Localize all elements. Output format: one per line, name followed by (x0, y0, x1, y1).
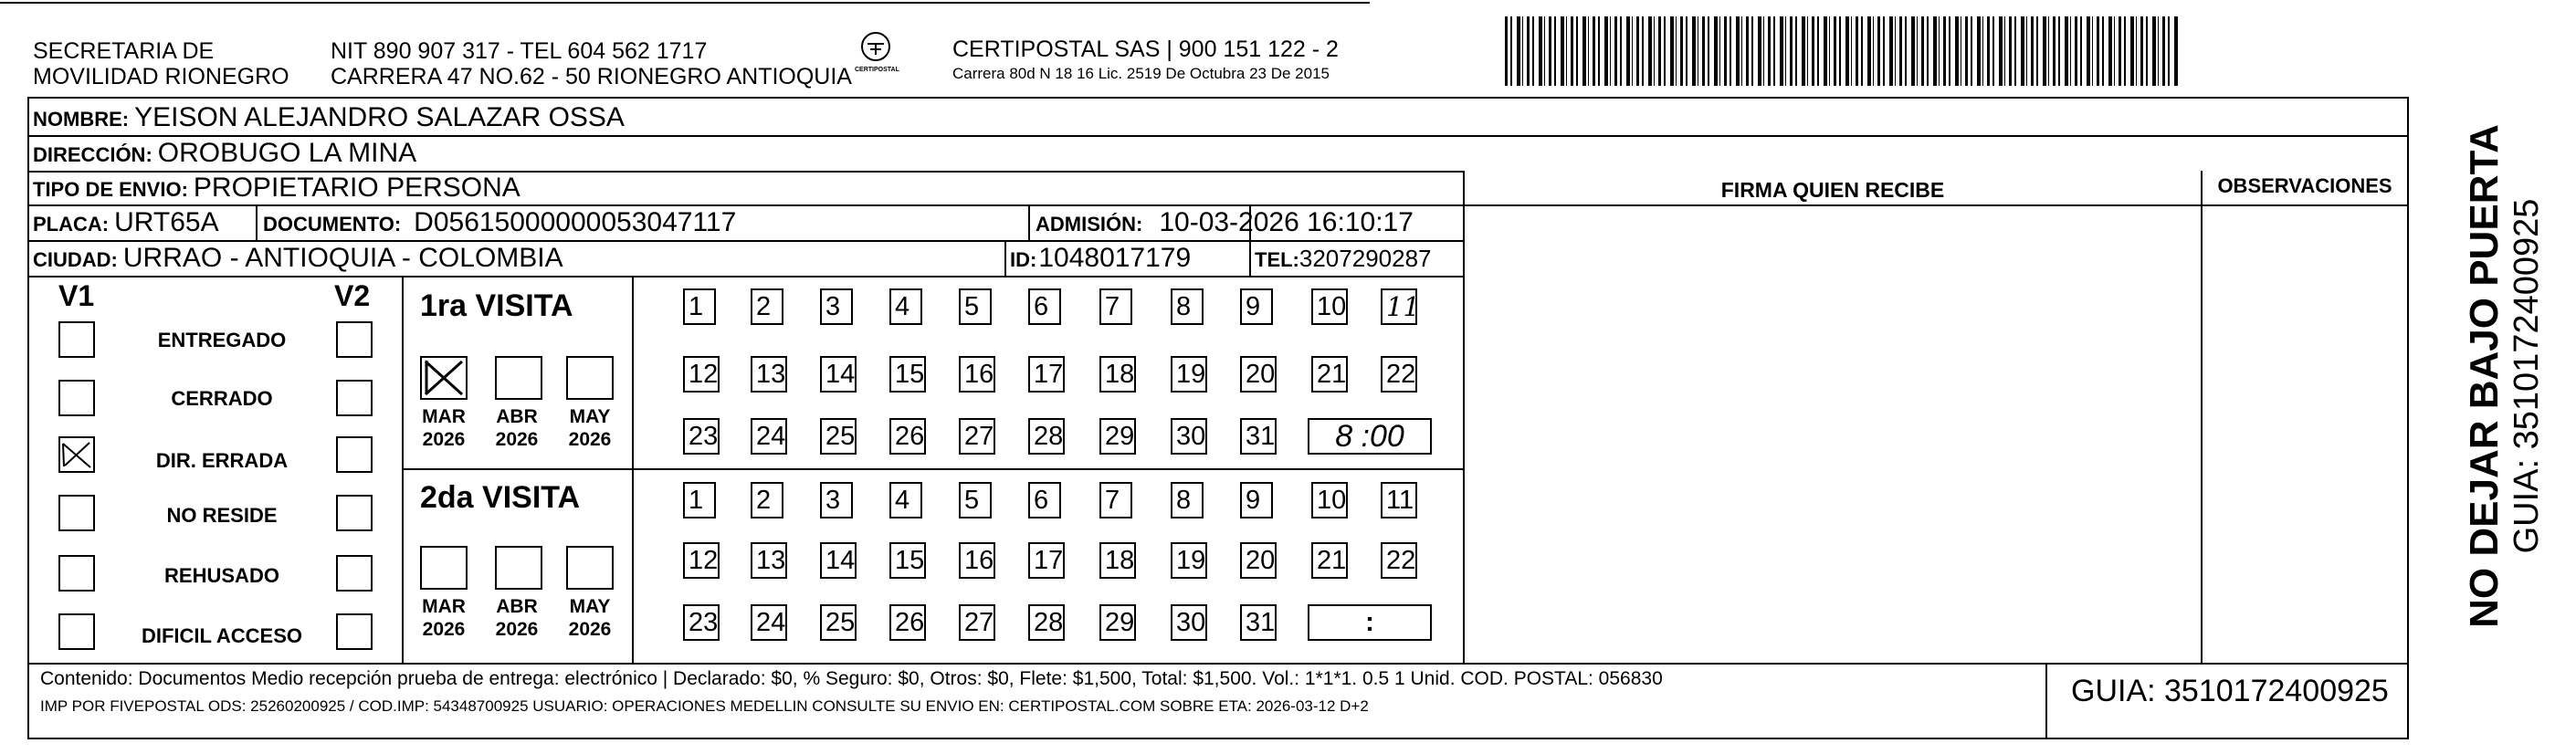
day-box[interactable]: 20 (1240, 542, 1277, 579)
ciudad-label: CIUDAD: (33, 248, 118, 271)
visit2-month-abr (486, 595, 548, 641)
placa-row (33, 207, 219, 238)
nit-block (331, 38, 852, 89)
v1-checkbox-dir-errada[interactable] (58, 436, 95, 473)
checkmark-x-icon (60, 438, 93, 471)
day-box[interactable]: 27 (959, 604, 995, 641)
day-box[interactable]: 20 (1240, 356, 1277, 393)
day-box[interactable]: 13 (751, 356, 787, 393)
day-box[interactable]: 24 (751, 418, 787, 455)
company-line1: CERTIPOSTAL SAS | 900 151 122 - 2 (952, 37, 1339, 62)
day-box[interactable]: 8 (1171, 482, 1204, 518)
v1-checkbox-no-reside[interactable] (58, 495, 95, 531)
day-box[interactable]: 6 (1028, 288, 1061, 325)
side-text (2462, 124, 2546, 628)
v2-checkbox-cerrado[interactable] (336, 380, 373, 416)
tipo-label: TIPO DE ENVIO: (33, 178, 188, 201)
visit1-title: 1ra VISITA (420, 288, 573, 323)
visit1-month-abr (486, 405, 548, 451)
day-box[interactable]: 30 (1171, 418, 1207, 455)
nit-line: NIT 890 907 317 - TEL 604 562 1717 (331, 38, 708, 64)
v2-checkbox-dificil-acceso[interactable] (336, 613, 373, 650)
day-box[interactable]: 4 (889, 288, 922, 325)
month-label: ABR (496, 596, 538, 617)
day-box[interactable]: 18 (1099, 542, 1136, 579)
firma-header: FIRMA QUIEN RECIBE (1720, 178, 1945, 202)
status-col-line (402, 276, 404, 665)
row-line (27, 204, 2409, 206)
col-line-obs (2201, 171, 2203, 665)
footer-imp: IMP POR FIVEPOSTAL ODS: 25260200925 / COD.IMP: 54348700925 USUARIO: OPERACIONES MEDELLIN CONSULTE SU ENVIO EN: CERTIPOSTAL.COM SOBRE ETA: 2026-03-12 D+2 (40, 697, 1369, 715)
v1-checkbox-dificil-acceso[interactable] (58, 613, 95, 650)
visit2-title: 2da VISITA (420, 480, 581, 515)
option-dificil-acceso: DIFICIL ACCESO (141, 624, 302, 647)
day-box[interactable]: 9 (1240, 288, 1273, 325)
v2-checkbox-no-reside[interactable] (336, 495, 373, 531)
day-box[interactable]: 5 (959, 482, 992, 518)
admision-label: ADMISIÓN: (1036, 213, 1143, 236)
day-box[interactable]: 18 (1099, 356, 1136, 393)
tipo-row (33, 173, 520, 204)
documento-label: DOCUMENTO: (263, 213, 402, 236)
visit2-time-box[interactable]: : (1308, 604, 1432, 641)
month-col-line (632, 276, 634, 665)
day-box[interactable]: 15 (889, 356, 926, 393)
year-label: 2026 (568, 619, 612, 640)
company-block (952, 37, 1339, 83)
day-box[interactable]: 3 (820, 482, 853, 518)
sender-block (33, 38, 289, 89)
tel-row (1255, 245, 1432, 273)
day-box[interactable]: 6 (1028, 482, 1061, 518)
placa-value: URT65A (114, 207, 219, 237)
year-label: 2026 (495, 429, 539, 450)
day-box[interactable]: 7 (1099, 288, 1132, 325)
day-box[interactable]: 24 (751, 604, 787, 641)
visit1-month-may-box[interactable] (566, 356, 614, 400)
visit1-month-mar (413, 405, 475, 451)
day-box[interactable]: 22 (1381, 356, 1417, 393)
day-box[interactable]: 1 (683, 482, 716, 518)
id-label: ID: (1010, 248, 1037, 271)
visit1-month-abr-box[interactable] (495, 356, 542, 400)
logo-text: CERTIPOSTAL (855, 67, 899, 73)
day-box[interactable]: 19 (1171, 542, 1207, 579)
day-box[interactable]: 31 (1240, 604, 1277, 641)
tel-value: 3207290287 (1299, 245, 1432, 272)
day-box[interactable]: 12 (683, 356, 720, 393)
admision-value: 10-03-2026 16:10:17 (1159, 207, 1414, 237)
day-box[interactable]: 2 (751, 482, 783, 518)
frame-right (2407, 97, 2409, 739)
admision-row (1036, 207, 1414, 238)
visit2-month-mar-box[interactable] (420, 546, 468, 590)
day-box[interactable]: 25 (820, 418, 857, 455)
direccion-row (33, 138, 416, 169)
day-box[interactable]: 3 (820, 288, 853, 325)
row-line (27, 135, 2409, 137)
option-entregado: ENTREGADO (157, 329, 287, 351)
year-label: 2026 (568, 429, 612, 450)
v2-checkbox-dir-errada[interactable] (336, 436, 373, 473)
day-box[interactable]: 25 (820, 604, 857, 641)
address-line: CARRERA 47 NO.62 - 50 RIONEGRO ANTIOQUIA (331, 64, 852, 89)
day-box-marked[interactable]: 11 (1381, 288, 1417, 325)
col-line-firma (1463, 171, 1465, 665)
v2-header: V2 (334, 279, 371, 312)
cell-line (256, 204, 258, 241)
day-box[interactable]: 9 (1240, 482, 1273, 518)
frame-top (27, 97, 2409, 99)
direccion-label: DIRECCIÓN: (33, 143, 152, 166)
visit1-month-mar-box[interactable] (420, 356, 468, 400)
day-box[interactable]: 28 (1028, 604, 1065, 641)
v1-checkbox-cerrado[interactable] (58, 380, 95, 416)
day-box[interactable]: 17 (1028, 542, 1065, 579)
documento-row (263, 207, 736, 238)
day-box[interactable]: 10 (1311, 288, 1348, 325)
day-box[interactable]: 19 (1171, 356, 1207, 393)
nombre-row (33, 102, 625, 133)
top-edge (0, 2, 1370, 4)
company-line2: Carrera 80d N 18 16 Lic. 2519 De Octubra 23 De 2015 (952, 65, 1330, 82)
day-box[interactable]: 28 (1028, 418, 1065, 455)
day-box[interactable]: 26 (889, 604, 926, 641)
day-box[interactable]: 8 (1171, 288, 1204, 325)
id-row (1010, 243, 1191, 274)
day-box[interactable]: 11 (1381, 482, 1417, 518)
day-box[interactable]: 26 (889, 418, 926, 455)
frame-divider-bottom (27, 663, 2409, 665)
year-label: 2026 (422, 429, 466, 450)
tipo-value: PROPIETARIO PERSONA (193, 173, 520, 203)
day-box[interactable]: 23 (683, 604, 720, 641)
day-box[interactable]: 5 (959, 288, 992, 325)
day-box[interactable]: 29 (1099, 418, 1136, 455)
day-box[interactable]: 22 (1381, 542, 1417, 579)
day-box[interactable]: 2 (751, 288, 783, 325)
option-cerrado: CERRADO (171, 387, 273, 410)
day-box[interactable]: 14 (820, 542, 857, 579)
cell-line (1028, 204, 1030, 241)
year-label: 2026 (495, 619, 539, 640)
visit-divider (402, 468, 1465, 470)
placa-label: PLACA: (33, 213, 110, 236)
day-box[interactable]: 16 (959, 542, 995, 579)
checkmark-x-icon (422, 358, 466, 398)
visit1-time-box[interactable]: 8 :00 (1308, 418, 1432, 455)
day-box[interactable]: 21 (1311, 542, 1348, 579)
visit2-month-may (559, 595, 621, 641)
nombre-value: YEISON ALEJANDRO SALAZAR OSSA (134, 102, 625, 132)
footer-contenido: Contenido: Documentos Medio recepción prueba de entrega: electrónico | Declarado: $0, % Seguro: $0, Otros: $0, Flete: $1,500, Total: $1,500. Vol.: 1*1*1. 0.5 1 Unid. COD. POSTAL: 056830 (40, 668, 1663, 689)
certipostal-logo (855, 31, 897, 77)
cell-line (1004, 240, 1006, 277)
logo-icon (857, 31, 894, 62)
day-box[interactable]: 21 (1311, 356, 1348, 393)
day-box[interactable]: 17 (1028, 356, 1065, 393)
footer-col-line (2045, 663, 2047, 739)
sender-line2: MOVILIDAD RIONEGRO (33, 64, 289, 89)
day-box[interactable]: 7 (1099, 482, 1132, 518)
v2-checkbox-rehusado[interactable] (336, 555, 373, 592)
barcode (1505, 16, 2179, 86)
option-rehusado: REHUSADO (164, 564, 279, 587)
option-no-reside: NO RESIDE (166, 504, 278, 527)
visit2-month-mar (413, 595, 475, 641)
visit2-month-abr-box[interactable] (495, 546, 542, 590)
id-value: 1048017179 (1038, 243, 1192, 273)
day-box[interactable]: 29 (1099, 604, 1136, 641)
side-main-text: NO DEJAR BAJO PUERTA (2462, 124, 2507, 628)
day-box[interactable]: 12 (683, 542, 720, 579)
month-label: MAR (422, 406, 466, 427)
visit1-month-may (559, 405, 621, 451)
day-box[interactable]: 1 (683, 288, 716, 325)
sender-line1: SECRETARIA DE (33, 38, 215, 64)
direccion-value: OROBUGO LA MINA (157, 138, 417, 168)
day-box[interactable]: 15 (889, 542, 926, 579)
observaciones-header: OBSERVACIONES (2217, 174, 2392, 197)
day-box[interactable]: 4 (889, 482, 922, 518)
row-line (27, 276, 1465, 278)
guia-box: GUIA: 3510172400925 (2071, 674, 2389, 708)
day-box[interactable]: 30 (1171, 604, 1207, 641)
frame-left (27, 97, 29, 739)
nombre-label: NOMBRE: (33, 108, 130, 131)
ciudad-value: URRAO - ANTIOQUIA - COLOMBIA (122, 243, 563, 273)
day-box[interactable]: 13 (751, 542, 787, 579)
v1-checkbox-entregado[interactable] (58, 321, 95, 358)
visit2-month-may-box[interactable] (566, 546, 614, 590)
documento-value: D05615000000053047117 (414, 207, 737, 237)
day-box[interactable]: 16 (959, 356, 995, 393)
day-box[interactable]: 10 (1311, 482, 1348, 518)
day-box[interactable]: 14 (820, 356, 857, 393)
tel-label: TEL: (1255, 248, 1299, 271)
ciudad-row (33, 243, 563, 274)
v1-checkbox-rehusado[interactable] (58, 555, 95, 592)
day-box[interactable]: 23 (683, 418, 720, 455)
frame-bottom (27, 738, 2409, 739)
year-label: 2026 (422, 619, 466, 640)
month-label: MAY (569, 406, 611, 427)
day-box[interactable]: 31 (1240, 418, 1277, 455)
v2-checkbox-entregado[interactable] (336, 321, 373, 358)
side-guia-text: GUIA: 3510172400925 (2508, 198, 2546, 554)
month-label: ABR (496, 406, 538, 427)
month-label: MAY (569, 596, 611, 617)
month-label: MAR (422, 596, 466, 617)
day-box[interactable]: 27 (959, 418, 995, 455)
option-dir-errada: DIR. ERRADA (155, 449, 289, 472)
v1-header: V1 (58, 279, 95, 312)
